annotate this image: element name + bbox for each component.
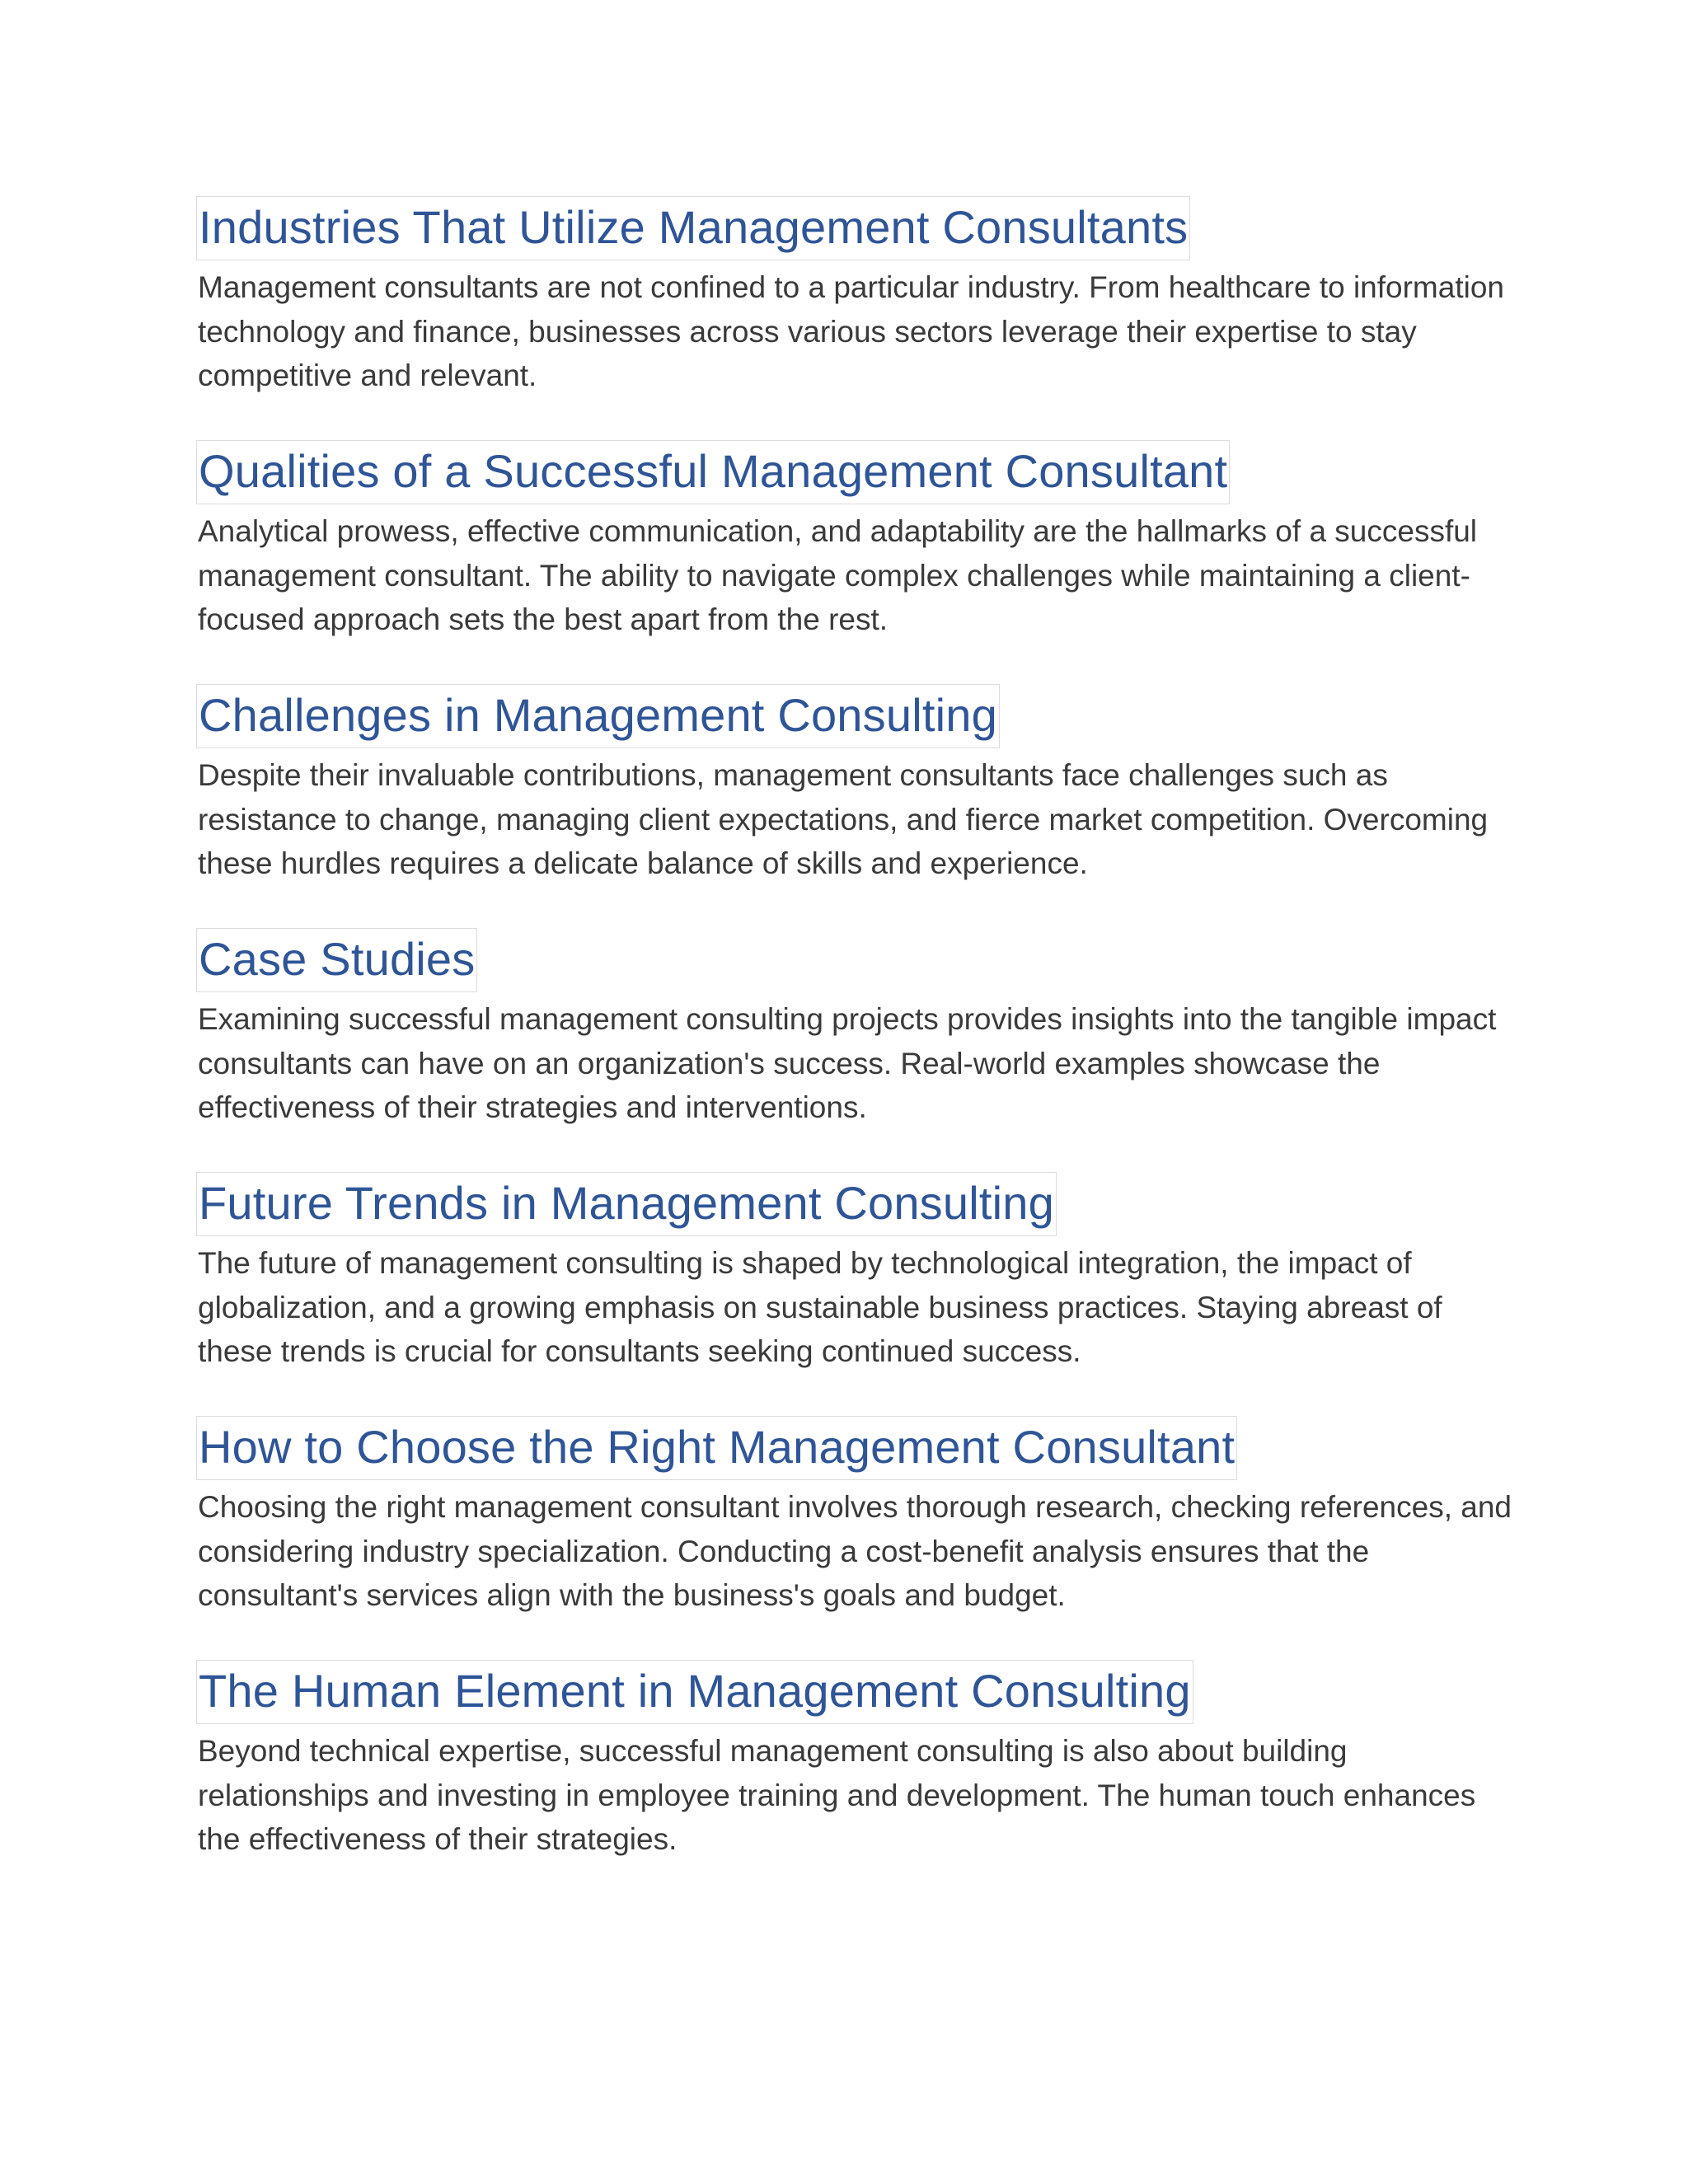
section-industries (196, 196, 1515, 398)
section-case-studies (196, 928, 1515, 1130)
section-paragraph: Choosing the right management consultant involves thorough research, checking references, and considering industry specialization. Conducting a cost-benefit analysis ensures that the consultant's services align with the business's goals and budget. (198, 1490, 1512, 1612)
section-paragraph: Management consultants are not confined to a particular industry. From healthcare to information technology and finance, businesses across various sectors leverage their expertise to stay competitive and relevant. (198, 270, 1504, 392)
section-heading: Industries That Utilize Management Consultants (196, 196, 1190, 260)
section-paragraph: Despite their invaluable contributions, management consultants face challenges such as resistance to change, managing client expectations, and fierce market competition. Overcoming these hurdles requires a delicate balance of skills and experience. (198, 758, 1489, 880)
section-human-element (196, 1660, 1515, 1862)
section-heading: Challenges in Management Consulting (196, 684, 1000, 748)
section-heading: Future Trends in Management Consulting (196, 1172, 1057, 1236)
section-heading: The Human Element in Management Consulting (196, 1660, 1193, 1724)
section-paragraph: Analytical prowess, effective communication, and adaptability are the hallmarks of a successful management consultant. The ability to navigate complex challenges while maintaining a client-focused approach sets the best apart from the rest. (198, 514, 1478, 636)
section-heading: How to Choose the Right Management Consultant (196, 1416, 1237, 1480)
section-paragraph: Examining successful management consulting projects provides insights into the tangible impact consultants can have on an organization's success. Real-world examples showcase the effectiveness of their strategies and interventions. (198, 1002, 1497, 1124)
section-paragraph: Beyond technical expertise, successful management consulting is also about building relationships and investing in employee training and development. The human touch enhances the effectiveness of their strategies. (198, 1734, 1476, 1856)
section-heading: Qualities of a Successful Management Consultant (196, 440, 1230, 504)
section-paragraph: The future of management consulting is shaped by technological integration, the impact of globalization, and a growing emphasis on sustainable business practices. Staying abreast of these trends is crucial for consultants seeking continued success. (198, 1246, 1442, 1368)
section-qualities (196, 440, 1515, 642)
section-choose-consultant (196, 1416, 1515, 1618)
section-heading: Case Studies (196, 928, 477, 992)
section-future-trends (196, 1172, 1515, 1374)
section-challenges (196, 684, 1515, 886)
